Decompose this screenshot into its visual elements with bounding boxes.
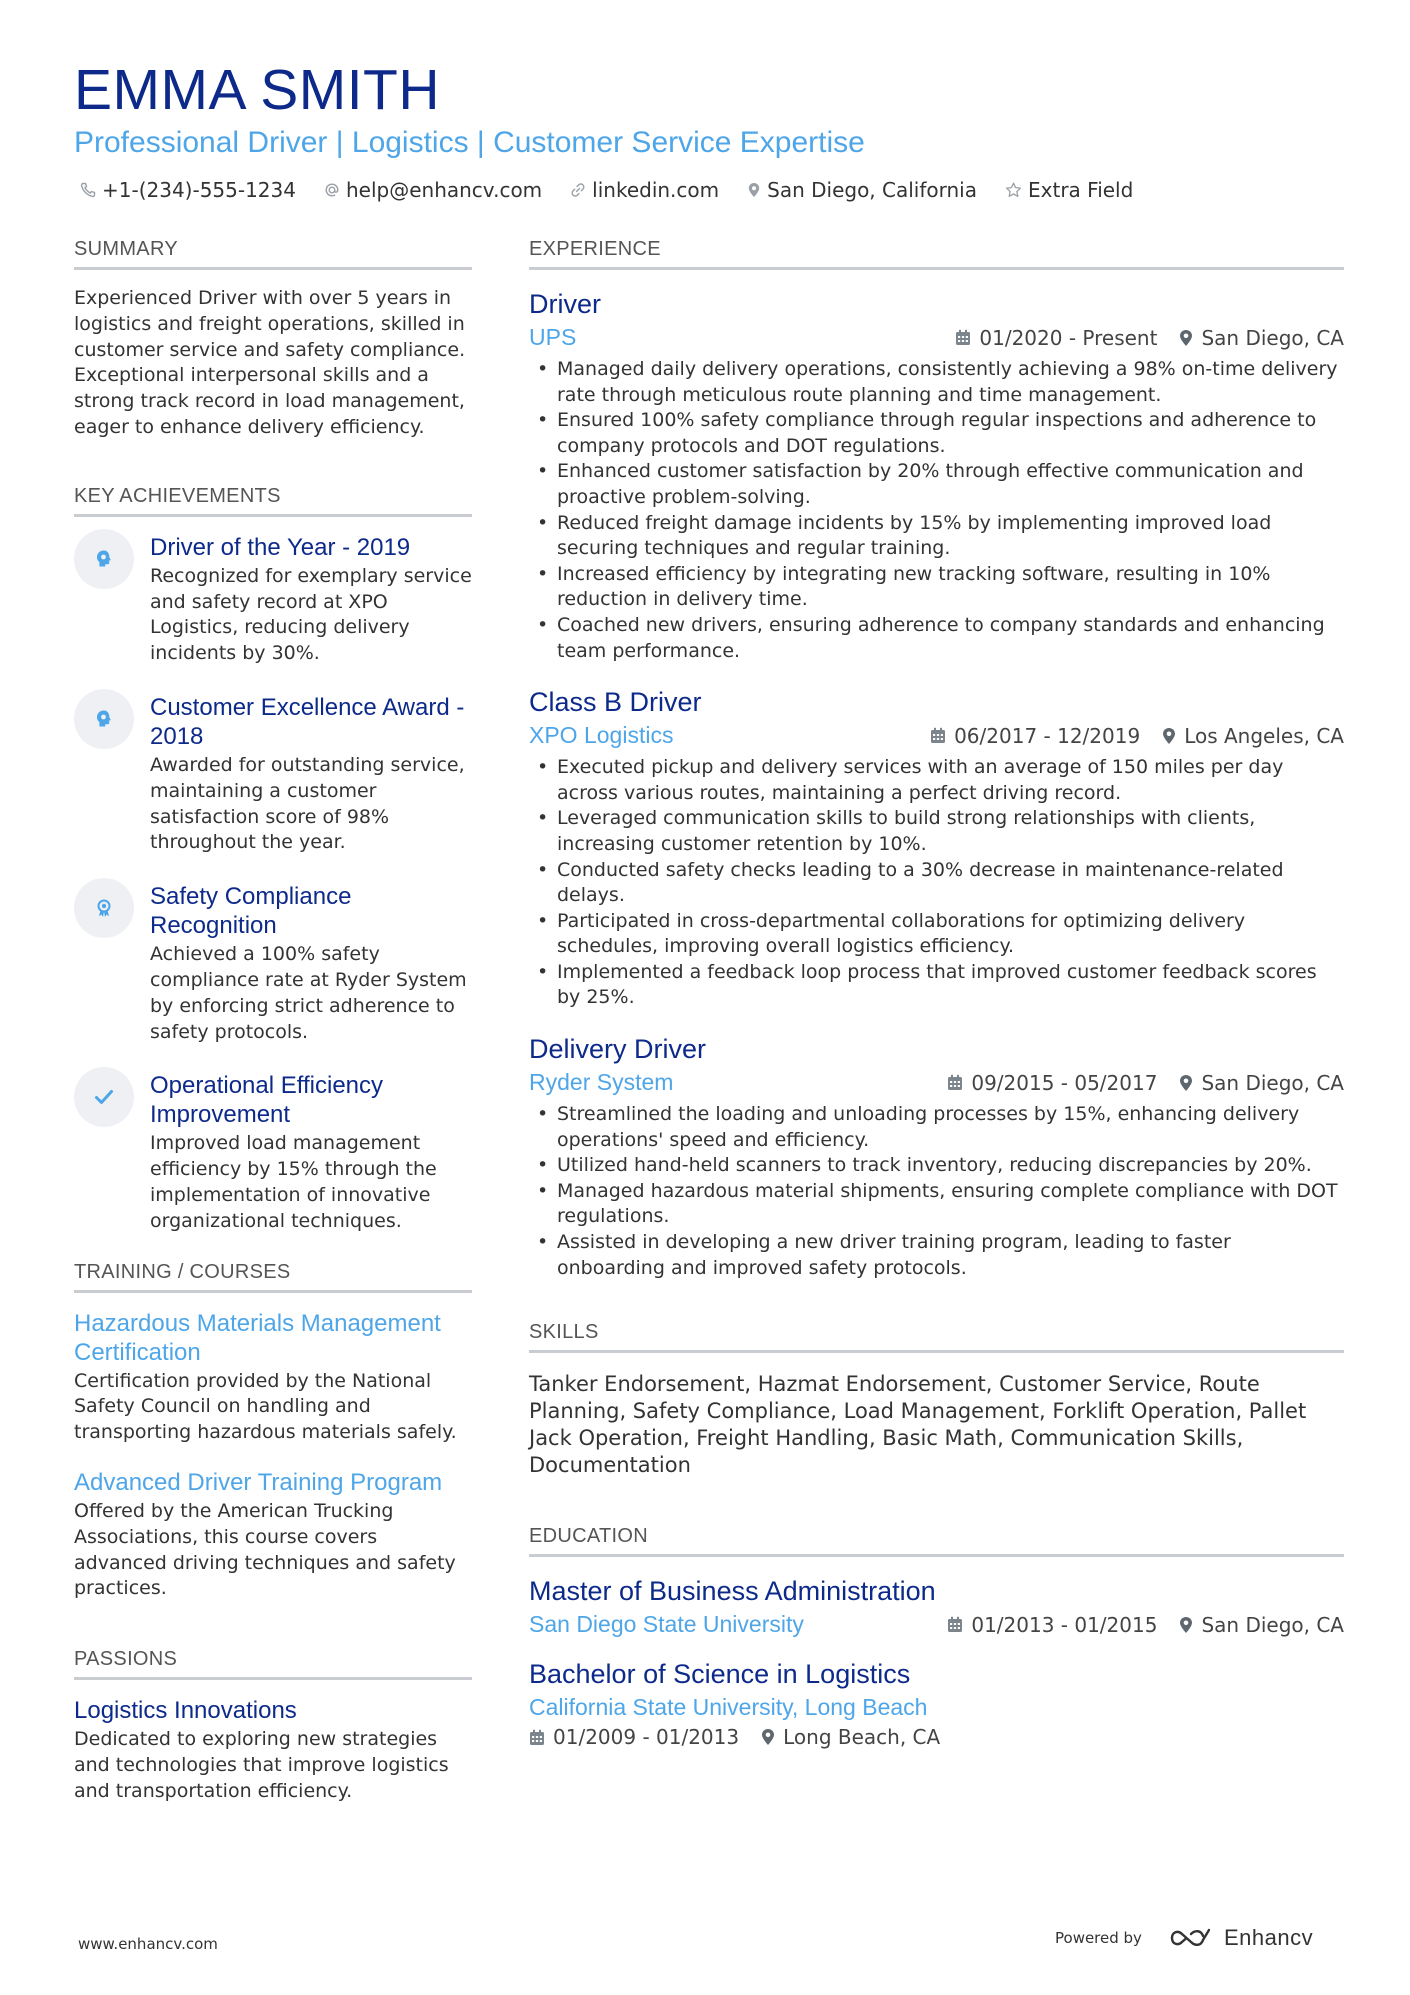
course-title: Hazardous Materials Management Certification: [74, 1309, 441, 1366]
education-dates: [529, 1725, 739, 1749]
bullet-item: • Implemented a feedback loop process that improved customer feedback scores by 25%.: [529, 960, 1344, 1011]
education-meta: [947, 1613, 1344, 1637]
course-desc: Offered by the American Trucking Associations, this course covers advanced driving techniques and safety practices.: [74, 1499, 456, 1600]
award-icon: [74, 878, 134, 938]
at-icon: [324, 182, 340, 198]
powered-by-text: Powered by: [1055, 1929, 1142, 1947]
job-bullets: [529, 357, 1344, 664]
contact-email[interactable]: [324, 178, 542, 202]
summary-text: Experienced Driver with over 5 years in logistics and freight operations, skilled in customer service and safety compliance. Exceptional interpersonal skills and a strong track record in load management, eager to enhance delivery efficiency.: [74, 287, 466, 438]
contact-location: [747, 178, 977, 202]
calendar-icon: [955, 329, 971, 346]
summary-heading: SUMMARY: [74, 238, 472, 270]
location-icon: [1162, 727, 1176, 745]
location-icon: [747, 182, 761, 198]
job-subheader: [529, 1069, 1344, 1096]
job-dates-text: 06/2017 - 12/2019: [954, 723, 1141, 748]
job-title: Driver: [529, 289, 601, 319]
course-desc: Certification provided by the National Safety Council on handling and transporting hazardous materials safely.: [74, 1369, 457, 1444]
achievement-desc: Awarded for outstanding service, maintaining a customer satisfaction score of 98% throughout the year.: [150, 753, 465, 854]
job-meta: [947, 1071, 1344, 1095]
contact-bar: [80, 178, 1161, 202]
job-location: [1162, 724, 1344, 748]
degree-title: Master of Business Administration: [529, 1576, 936, 1607]
link-icon: [570, 182, 586, 198]
achievement-desc: Improved load management efficiency by 15% through the implementation of innovative organizational techniques.: [150, 1132, 437, 1232]
job-dates: [947, 1071, 1157, 1095]
achievement-desc: Recognized for exemplary service and safety record at XPO Logistics, reducing delivery incidents by 30%.: [150, 564, 472, 665]
achievements-section: [74, 485, 472, 1235]
job-subheader: [529, 722, 1344, 749]
contact-extra: [1005, 178, 1133, 202]
achievement-title: Driver of the Year - 2019: [150, 533, 411, 561]
achievement-item: [74, 533, 472, 667]
skills-section: [529, 1321, 1344, 1479]
education-entry: [529, 1575, 1344, 1638]
bullet-item: • Leveraged communication skills to build strong relationships with clients, increasing customer retention by 10%.: [529, 806, 1344, 857]
bullet-item: • Streamlined the loading and unloading processes by 15%, enhancing delivery operations' speed and efficiency.: [529, 1102, 1344, 1153]
bullet-item: • Coached new drivers, ensuring adherence to company standards and enhancing team performance.: [529, 613, 1344, 664]
bullet-item: • Executed pickup and delivery services with an average of 150 miles per day across various routes, maintaining a perfect driving record.: [529, 755, 1344, 806]
job-entry: [529, 686, 1344, 1011]
location-icon: [1179, 1074, 1193, 1092]
job-location: [1179, 326, 1344, 350]
contact-phone-text: +1-(234)-555-1234: [102, 178, 296, 202]
star-icon: [1005, 182, 1022, 198]
job-company: XPO Logistics: [529, 722, 674, 749]
contact-linkedin[interactable]: [570, 178, 719, 202]
course-title: Advanced Driver Training Program: [74, 1468, 443, 1496]
school-name: California State University, Long Beach: [529, 1694, 928, 1721]
calendar-icon: [529, 1729, 545, 1746]
brand-logo[interactable]: [1168, 1925, 1313, 1951]
job-subheader: [529, 324, 1344, 351]
bullet-item: • Managed daily delivery operations, consistently achieving a 98% on-time delivery rate through meticulous route planning and time management.: [529, 357, 1344, 408]
achievements-heading: KEY ACHIEVEMENTS: [74, 485, 472, 517]
summary-section: [74, 238, 472, 441]
bullet-item: • Reduced freight damage incidents by 15% by implementing improved load securing techniques and regular training.: [529, 511, 1344, 562]
skills-heading: SKILLS: [529, 1321, 1344, 1353]
head-icon: [74, 529, 134, 589]
job-location-text: Los Angeles, CA: [1184, 723, 1344, 748]
achievement-content: [150, 882, 472, 1045]
job-company: UPS: [529, 324, 577, 350]
job-meta: [955, 326, 1344, 350]
achievement-content: [150, 533, 472, 667]
job-title: Class B Driver: [529, 687, 702, 718]
bullet-item: • Ensured 100% safety compliance through regular inspections and adherence to company protocols and DOT regulations.: [529, 408, 1344, 459]
achievement-desc: Achieved a 100% safety compliance rate at Ryder System by enforcing strict adherence to safety protocols.: [150, 943, 467, 1043]
training-heading: TRAINING / COURSES: [74, 1261, 472, 1293]
passion-desc: Dedicated to exploring new strategies and technologies that improve logistics and transportation efficiency.: [74, 1728, 449, 1802]
achievement-title: Customer Excellence Award - 2018: [150, 693, 465, 750]
bullet-item: • Increased efficiency by integrating new tracking software, resulting in 10% reduction in delivery time.: [529, 562, 1344, 613]
enhancv-logo-icon: [1168, 1926, 1214, 1950]
brand-name: Enhancv: [1223, 1925, 1314, 1950]
calendar-icon: [947, 1616, 963, 1633]
job-dates: [955, 326, 1157, 350]
right-column: [529, 238, 1344, 1749]
location-icon: [761, 1728, 775, 1746]
job-location-text: San Diego, CA: [1201, 1070, 1344, 1095]
bullet-item: • Participated in cross-departmental collaborations for optimizing delivery schedules, improving overall logistics efficiency.: [529, 909, 1344, 960]
job-title: Delivery Driver: [529, 1034, 707, 1065]
calendar-icon: [930, 727, 946, 744]
passions-heading: PASSIONS: [74, 1648, 472, 1680]
education-dates-text: 01/2013 - 01/2015: [971, 1612, 1158, 1637]
education-location-text: San Diego, CA: [1201, 1612, 1344, 1637]
job-bullets: [529, 1102, 1344, 1281]
job-location-text: San Diego, CA: [1201, 325, 1344, 350]
bullet-item: • Managed hazardous material shipments, ensuring complete compliance with DOT regulations.: [529, 1179, 1344, 1230]
bullet-item: • Enhanced customer satisfaction by 20% through effective communication and proactive problem-solving.: [529, 459, 1344, 510]
achievement-content: [150, 1071, 472, 1234]
experience-section: [529, 238, 1344, 1281]
education-entry: [529, 1658, 1344, 1749]
job-location: [1179, 1071, 1344, 1095]
skills-text: Tanker Endorsement, Hazmat Endorsement, Customer Service, Route Planning, Safety Compliance, Load Management, Forklift Operation, Pallet Jack Operation, Freight Handling, Basic Math, Communication Skills, Documentation: [529, 1372, 1307, 1478]
training-section: [74, 1261, 472, 1603]
school-name: San Diego State University: [529, 1611, 804, 1638]
achievement-item: [74, 1071, 472, 1234]
contact-email-text: help@enhancv.com: [345, 178, 543, 202]
achievement-item: [74, 882, 472, 1045]
footer-branding: [1055, 1925, 1313, 1951]
achievement-item: [74, 693, 472, 856]
job-entry: [529, 288, 1344, 664]
location-icon: [1179, 329, 1193, 347]
calendar-icon: [947, 1074, 963, 1091]
education-subheader: [529, 1611, 1344, 1638]
education-location: [1179, 1613, 1344, 1637]
bullet-item: • Conducted safety checks leading to a 30% decrease in maintenance-related delays.: [529, 858, 1344, 909]
course-item: [74, 1468, 472, 1602]
job-meta: [930, 724, 1344, 748]
contact-phone[interactable]: [80, 178, 296, 202]
contact-extra-text: Extra Field: [1028, 178, 1134, 202]
footer-website[interactable]: www.enhancv.com: [78, 1935, 218, 1953]
education-dates-text: 01/2009 - 01/2013: [553, 1725, 740, 1750]
headline: Professional Driver | Logistics | Customer Service Expertise: [74, 126, 865, 159]
achievement-title: Safety Compliance Recognition: [150, 883, 352, 940]
check-icon: [74, 1067, 134, 1127]
passions-section: [74, 1648, 472, 1804]
job-dates: [930, 724, 1140, 748]
education-dates: [947, 1613, 1157, 1637]
passion-title: Logistics Innovations: [74, 1697, 297, 1725]
degree-title: Bachelor of Science in Logistics: [529, 1659, 911, 1690]
course-item: [74, 1309, 472, 1446]
education-meta: [529, 1725, 1344, 1749]
education-section: [529, 1525, 1344, 1749]
phone-icon: [80, 182, 96, 198]
education-location-text: Long Beach, CA: [783, 1725, 941, 1750]
job-entry: [529, 1033, 1344, 1281]
education-location: [761, 1725, 940, 1749]
bullet-item: • Utilized hand-held scanners to track inventory, reducing discrepancies by 20%.: [529, 1153, 1344, 1179]
job-company: Ryder System: [529, 1069, 674, 1096]
achievement-content: [150, 693, 472, 856]
left-column: [74, 238, 472, 1805]
location-icon: [1179, 1616, 1193, 1634]
job-dates-text: 01/2020 - Present: [979, 325, 1158, 350]
achievements-list: [74, 533, 472, 1235]
achievement-title: Operational Efficiency Improvement: [150, 1072, 384, 1129]
education-heading: EDUCATION: [529, 1525, 1344, 1557]
bullet-item: • Assisted in developing a new driver training program, leading to faster onboarding and improved safety protocols.: [529, 1230, 1344, 1281]
candidate-name: EMMA SMITH: [74, 58, 441, 122]
job-bullets: [529, 755, 1344, 1011]
contact-location-text: San Diego, California: [767, 178, 977, 202]
experience-heading: EXPERIENCE: [529, 238, 1344, 270]
head-icon: [74, 689, 134, 749]
contact-linkedin-text: linkedin.com: [592, 178, 720, 202]
job-dates-text: 09/2015 - 05/2017: [971, 1070, 1158, 1095]
